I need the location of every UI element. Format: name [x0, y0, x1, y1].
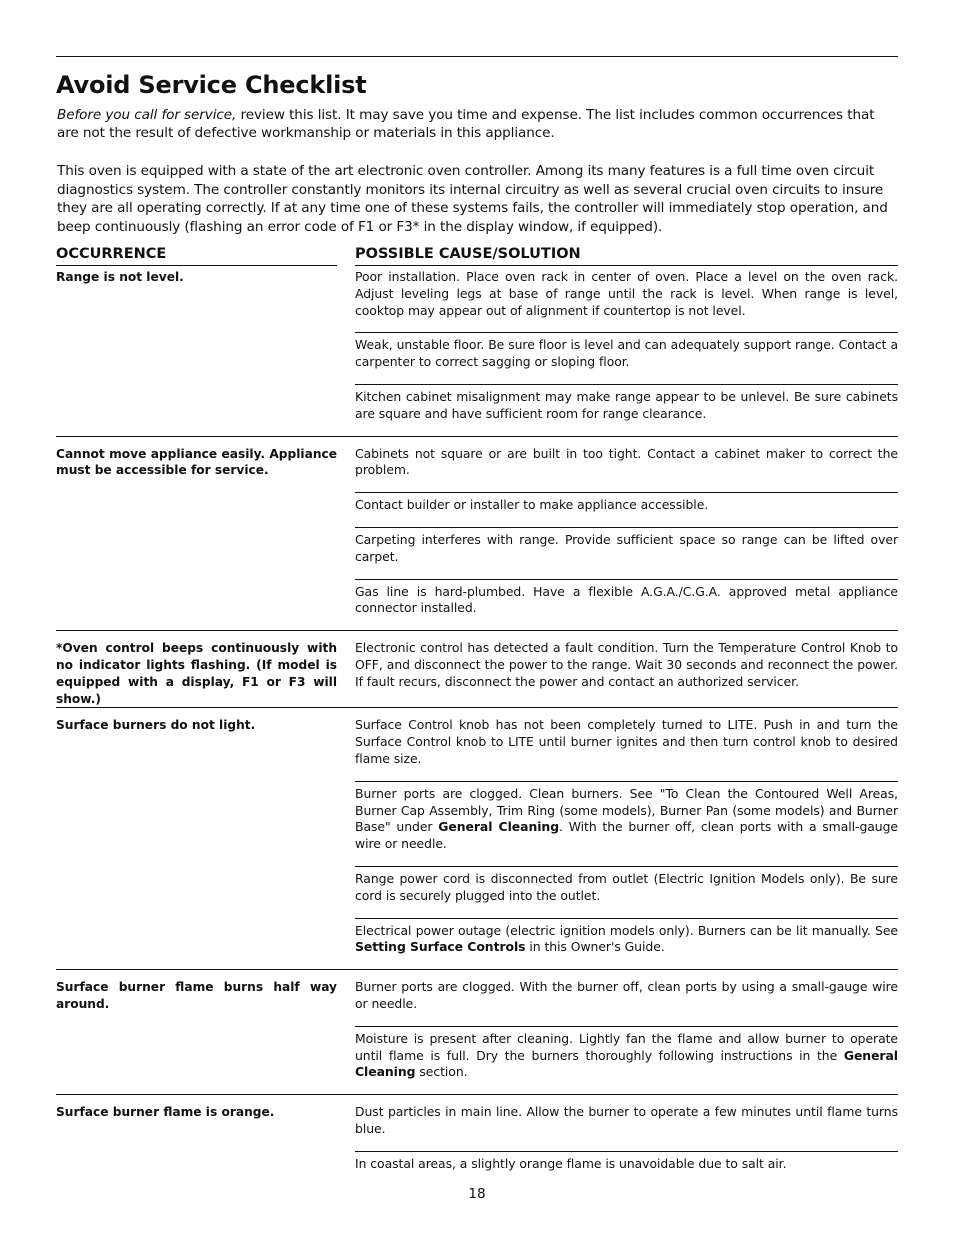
solutions-cell [355, 716, 898, 969]
solution-text: in this Owner's Guide. [525, 939, 665, 955]
solution-text: section. [415, 1064, 468, 1080]
solution-header: POSSIBLE CAUSE/SOLUTION [355, 246, 898, 266]
checklist-table [56, 268, 898, 1185]
solution-text: Electrical power outage (electric ignition models only). Burners can be lit manually. See [355, 922, 898, 938]
controller-paragraph: This oven is equipped with a state of the art electronic oven controller. Among its many features is a full time oven circuit diagnostics system. The controller constantly monitors its internal circuitry as well as several crucial oven circuits to insure they are all operating correctly. If at any time one of these systems fails, the controller will immediately stop operation, and beep continuously (flashing an error code of F1 or F3* in the display window, if equipped). [57, 163, 888, 235]
solutions-cell [355, 978, 898, 1094]
table-header [56, 246, 898, 266]
solution-item: Carpeting interferes with range. Provide sufficient space so range can be lifted over carpet. [355, 527, 898, 579]
solution-bold-ref: General Cleaning [355, 1047, 898, 1080]
solution-item: Dust particles in main line. Allow the burner to operate a few minutes until flame turns blue. [355, 1104, 898, 1136]
occurrence-cell: Range is not level. [56, 270, 184, 284]
solution-item: Surface Control knob has not been completely turned to LITE. Push in and turn the Surface Control knob to LITE until burner ignites and then turn control knob to desired flame size. [355, 717, 898, 766]
solution-item [355, 1026, 898, 1094]
solution-text: Moisture is present after cleaning. Lightly fan the flame and allow burner to operate until flame is full. Dry the burners thoroughly following instructions in the [355, 1030, 898, 1063]
table-row [56, 970, 898, 1095]
solution-item: Cabinets not square or are built in too tight. Contact a cabinet maker to correct the problem. [355, 445, 898, 478]
solution-item [355, 918, 898, 970]
table-row [56, 708, 898, 970]
solution-item: Gas line is hard-plumbed. Have a flexible A.G.A./C.G.A. approved metal appliance connector installed. [355, 579, 898, 631]
occurrence-cell: Cannot move appliance easily. Appliance must be accessible for service. [56, 446, 337, 478]
solution-item: Poor installation. Place oven rack in center of oven. Place a level on the oven rack. Adjust leveling legs at base of range until the rack is level. When range is level, cooktop may appear out of alignment if countertop is not level. [355, 269, 898, 318]
table-row [56, 631, 898, 708]
table-row [56, 1095, 898, 1185]
solution-text: Burner ports are clogged. Clean burners. See "To Clean the Contoured Well Areas, Burner Cap Assembly, Trim Ring (some models), Burner Pan (some models) and Burner Base" under [355, 785, 898, 835]
solution-bold-ref: Setting Surface Controls [355, 939, 526, 955]
solution-item: Burner ports are clogged. With the burner off, clean ports by using a small-gauge wire or needle. [355, 979, 898, 1011]
solutions-cell [355, 1103, 898, 1185]
solution-text: . With the burner off, clean ports with a small-gauge wire or needle. [355, 819, 899, 852]
intro-lead-text: review this list. It may save you time and expense. The list includes common occurrences that are not the result of defective workmanship or materials in this appliance. [57, 107, 875, 142]
solution-item: Kitchen cabinet misalignment may make range appear to be unlevel. Be sure cabinets are square and have sufficient room for range clearance. [355, 384, 898, 436]
page-title: Avoid Service Checklist [56, 71, 367, 99]
table-row [56, 268, 898, 437]
occurrence-cell: Surface burner flame burns half way around. [56, 980, 337, 1011]
solutions-cell [355, 268, 898, 436]
solutions-cell [355, 445, 898, 631]
page-number: 18 [468, 1186, 486, 1202]
solution-item: Contact builder or installer to make appliance accessible. [355, 492, 898, 527]
solution-item: Weak, unstable floor. Be sure floor is level and can adequately support range. Contact a carpenter to correct sagging or sloping floor. [355, 332, 898, 384]
solutions-cell [355, 639, 898, 707]
solution-item: Electronic control has detected a fault condition. Turn the Temperature Control Knob to OFF, and disconnect the power to the range. Wait 30 seconds and reconnect the power. If fault recurs, disconnect the power and contact an authorized servicer. [355, 640, 898, 689]
solution-bold-ref: General Cleaning [438, 819, 560, 835]
intro-lead-italic: Before you call for service, [57, 107, 237, 123]
table-row [56, 437, 898, 632]
occurrence-cell: Surface burner flame is orange. [56, 1105, 275, 1120]
solution-item [355, 781, 898, 866]
intro-paragraph [57, 106, 897, 143]
solution-item: Range power cord is disconnected from outlet (Electric Ignition Models only). Be sure cord is securely plugged into the outlet. [355, 866, 898, 918]
solution-item: In coastal areas, a slightly orange flame is unavoidable due to salt air. [355, 1151, 898, 1186]
top-rule [56, 56, 898, 57]
occurrence-cell: Surface burners do not light. [56, 718, 256, 733]
occurrence-cell: *Oven control beeps continuously with no indicator lights flashing. (If model is equipped with a display, F1 or F3 will show.) [56, 641, 337, 706]
occurrence-header: OCCURRENCE [56, 246, 337, 266]
